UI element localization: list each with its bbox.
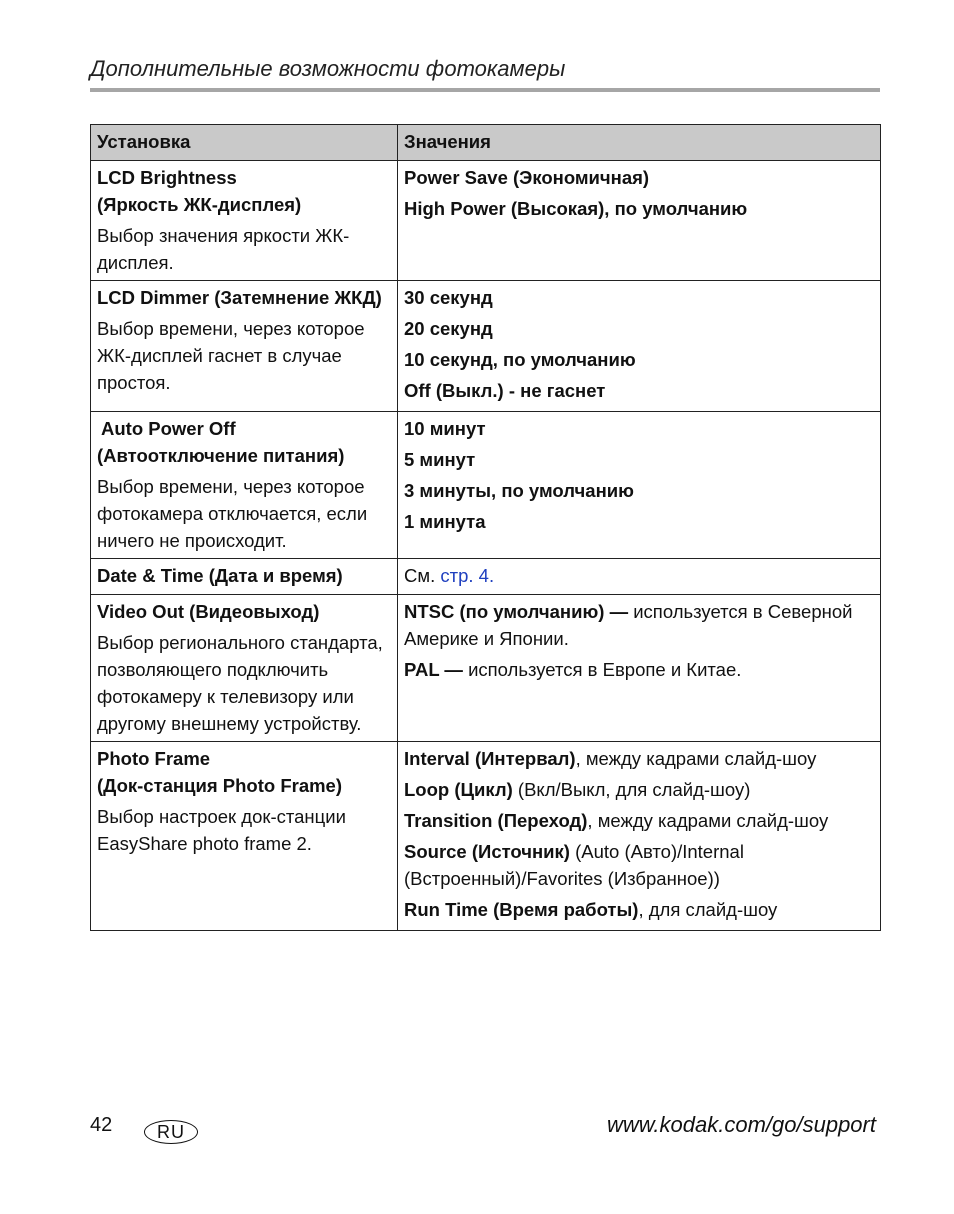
setting-value: Off (Выкл.) - не гаснет [404,380,606,401]
setting-value: 3 минуты, по умолчанию [404,480,634,501]
setting-name: Photo Frame [97,748,211,769]
table-row [91,412,881,559]
column-header-values: Значения [398,125,881,161]
setting-value [404,807,874,834]
setting-value [404,745,874,772]
value-option: Loop (Цикл) [404,779,513,800]
table-header-row [91,125,881,161]
setting-description: Выбор настроек док-станции EasyShare photo frame 2. [97,806,346,854]
value-option: NTSC (по умолчанию) — [404,601,629,622]
setting-description: Выбор времени, через которое фотокамера отключается, если ничего не происходит. [97,476,368,551]
setting-value: 5 минут [404,449,476,470]
values-cell [398,412,881,559]
column-header-setting: Установка [91,125,398,161]
value-note: (Вкл/Выкл, для слайд-шоу) [512,779,751,800]
setting-name: LCD Brightness [97,167,237,188]
setting-value: 10 минут [404,418,486,439]
setting-value: 1 минута [404,511,486,532]
table-row [91,595,881,742]
table-row [91,281,881,412]
settings-table [90,124,881,931]
table-row [91,161,881,281]
value-option: Source (Источник) [404,841,570,862]
setting-name: Auto Power Off [101,418,236,439]
value-note: , для слайд-шоу [638,899,778,920]
setting-value [404,896,874,923]
setting-description: Выбор значения яркости ЖК-дисплея. [97,225,350,273]
page-header-title: Дополнительные возможности фотокамеры [90,56,566,81]
page-number: 42 [90,1114,113,1136]
setting-cell [91,595,398,742]
support-url[interactable]: www.kodak.com/go/support [606,1112,876,1137]
see-label: См. [404,565,436,586]
setting-value: High Power (Высокая), по умолчанию [404,198,748,219]
link-period: . [488,565,495,586]
setting-value: Power Save (Экономичная) [404,167,650,188]
setting-cell [91,412,398,559]
value-note: используется в Европе и Китае. [462,659,742,680]
setting-cell [91,161,398,281]
value-option: Interval (Интервал) [404,748,576,769]
values-cell [398,559,881,595]
value-note: , между кадрами слайд-шоу [587,810,829,831]
values-cell [398,595,881,742]
value-option: PAL — [404,659,463,680]
values-cell [398,161,881,281]
setting-description: Выбор регионального стандарта, позволяющего подключить фотокамеру к телевизору или другому внешнему устройству. [97,632,383,734]
setting-value [404,776,874,803]
language-badge: RU [144,1120,198,1144]
setting-value [404,598,874,652]
value-note: используется в Северной Америке и Японии. [404,601,853,649]
setting-name: Date & Time (Дата и время) [97,565,343,586]
values-cell [398,281,881,412]
value-note: , между кадрами слайд-шоу [575,748,817,769]
setting-name-ru: (Автоотключение питания) [97,445,345,466]
setting-name-ru: (Док-станция Photo Frame) [97,775,343,796]
setting-name: Video Out (Видеовыход) [97,601,320,622]
setting-name: LCD Dimmer (Затемнение ЖКД) [97,287,382,308]
setting-cell [91,559,398,595]
setting-cell [91,281,398,412]
setting-name-ru: (Яркость ЖК-дисплея) [97,194,302,215]
setting-value: 20 секунд [404,318,493,339]
setting-cell [91,742,398,931]
page-reference-link[interactable]: стр. 4 [440,565,489,586]
value-option: Run Time (Время работы) [404,899,639,920]
value-note: (Auto (Авто)/Internal (Встроенный)/Favorites (Избранное)) [404,841,744,889]
setting-value: 30 секунд [404,287,493,308]
table-row [91,559,881,595]
setting-value: 10 секунд, по умолчанию [404,349,636,370]
value-option: Transition (Переход) [404,810,588,831]
table-row [91,742,881,931]
setting-value [404,656,874,683]
header-divider [90,88,880,92]
values-cell [398,742,881,931]
setting-description: Выбор времени, через которое ЖК-дисплей гаснет в случае простоя. [97,318,365,393]
setting-value [404,838,874,892]
